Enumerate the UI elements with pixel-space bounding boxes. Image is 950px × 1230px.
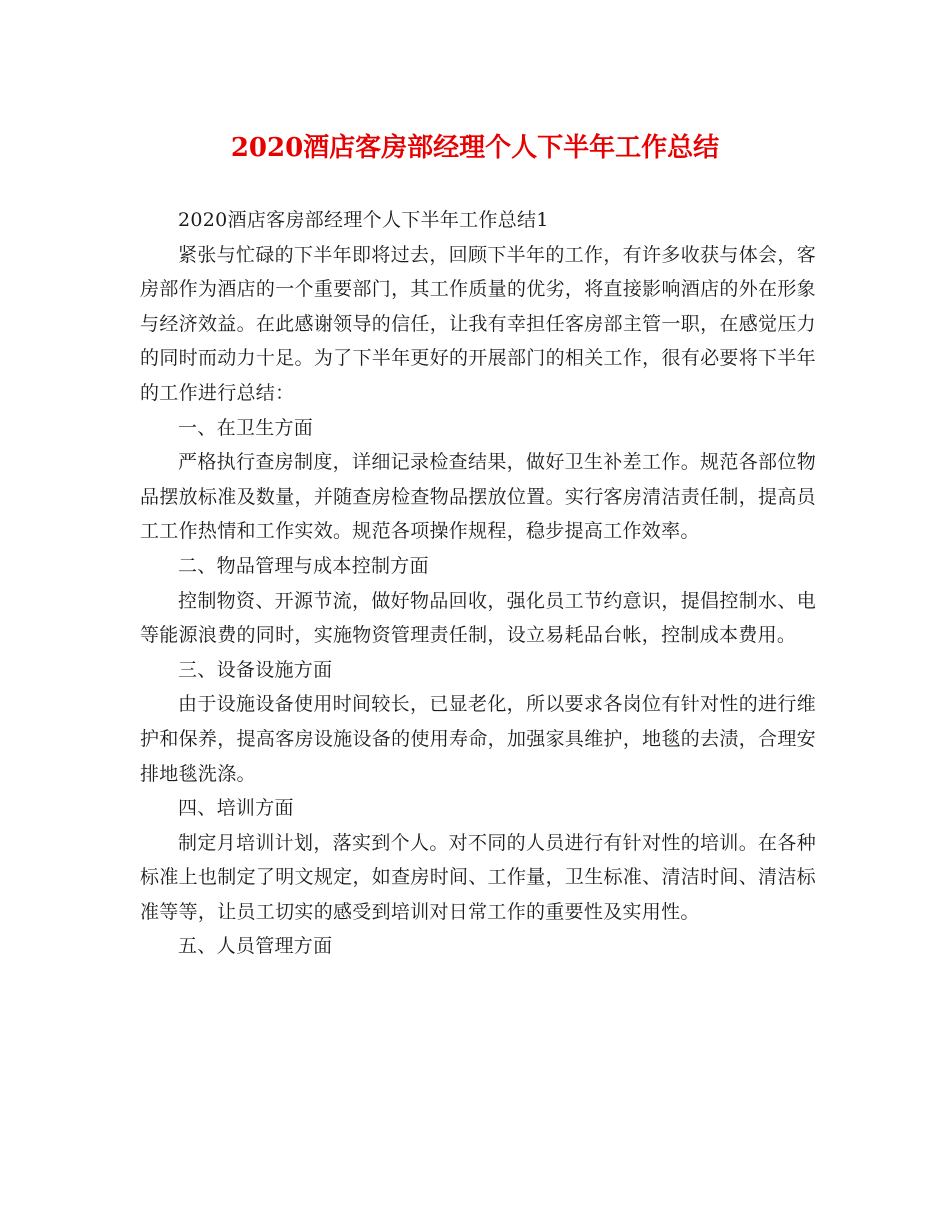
section-body-cost-control: 控制物资、开源节流，做好物品回收，强化员工节约意识，提倡控制水、电等能源浪费的同时，实施物资管理责任制，设立易耗品台帐，控制成本费用。 (140, 589, 816, 647)
document-body (140, 203, 816, 964)
section-heading-personnel: 五、人员管理方面 (178, 935, 333, 958)
subtitle-paragraph: 2020酒店客房部经理个人下半年工作总结1 (178, 209, 549, 231)
section-body-training: 制定月培训计划，落实到个人。对不同的人员进行有针对性的培训。在各种标准上也制定了明文规定，如查房时间、工作量，卫生标准、清洁时间、清洁标准等等，让员工切实的感受到培训对日常工作的重要性及实用性。 (140, 831, 816, 923)
section-heading-facilities: 三、设备设施方面 (178, 658, 333, 681)
section-heading-training: 四、培训方面 (178, 797, 294, 820)
document-title: 2020酒店客房部经理个人下半年工作总结 (230, 133, 720, 163)
section-heading-hygiene: 一、在卫生方面 (178, 416, 314, 439)
intro-paragraph: 紧张与忙碌的下半年即将过去，回顾下半年的工作，有许多收获与体会，客房部作为酒店的一个重要部门，其工作质量的优劣，将直接影响酒店的外在形象与经济效益。在此感谢领导的信任，让我有幸担任客房部主管一职，在感觉压力的同时而动力十足。为了下半年更好的开展部门的相关工作，很有必要将下半年的工作进行总结： (140, 243, 816, 404)
section-body-hygiene: 严格执行查房制度，详细记录检查结果，做好卫生补差工作。规范各部位物品摆放标准及数量，并随查房检查物品摆放位置。实行客房清洁责任制，提高员工工作热情和工作实效。规范各项操作规程，稳步提高工作效率。 (140, 451, 816, 543)
section-body-facilities: 由于设施设备使用时间较长，已显老化，所以要求各岗位有针对性的进行维护和保养，提高客房设施设备的使用寿命，加强家具维护，地毯的去渍，合理安排地毯洗涤。 (140, 693, 816, 785)
section-heading-cost-control: 二、物品管理与成本控制方面 (178, 554, 429, 577)
